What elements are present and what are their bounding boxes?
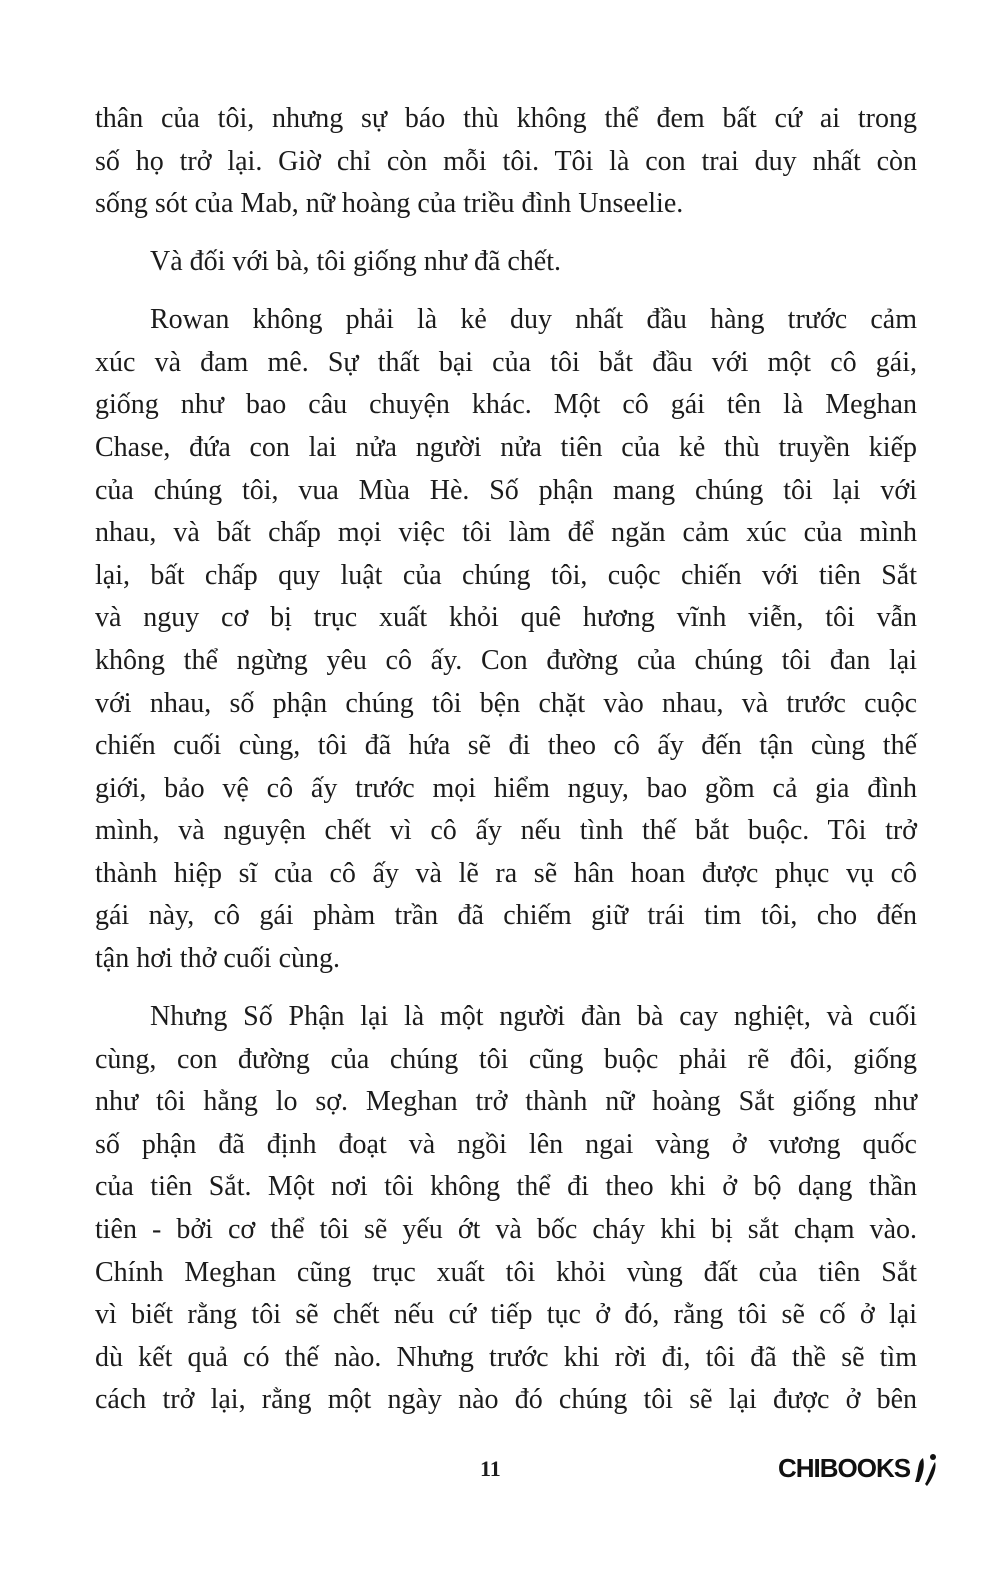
text-line: nhau, và bất chấp mọi việc tôi làm để ngăn cảm xúc của mình — [95, 517, 917, 549]
text-line: dù kết quả có thế nào. Nhưng trước khi rời đi, tôi đã thề sẽ tìm — [95, 1341, 917, 1373]
text-line: Chase, đứa con lai nửa người nửa tiên của kẻ thù truyền kiếp — [95, 431, 917, 463]
text-line: thành hiệp sĩ của cô ấy và lẽ ra sẽ hân hoan được phục vụ cô — [95, 857, 917, 889]
text-line: của tiên Sắt. Một nơi tôi không thể đi theo khi ở bộ dạng thần — [95, 1171, 917, 1203]
publisher-logo-text: CHIBOOKS — [778, 1452, 911, 1483]
text-line: Nhưng Số Phận lại là một người đàn bà cay nghiệt, và cuối — [150, 1001, 917, 1033]
text-line: gái này, cô gái phàm trần đã chiếm giữ trái tim tôi, cho đến — [95, 900, 917, 932]
text-line: như tôi hằng lo sợ. Meghan trở thành nữ hoàng Sắt giống như — [95, 1086, 917, 1118]
text-line: giới, bảo vệ cô ấy trước mọi hiểm nguy, bao gồm cả gia đình — [95, 772, 917, 804]
paragraph — [95, 98, 917, 226]
text-line: số họ trở lại. Giờ chỉ còn mỗi tôi. Tôi là con trai duy nhất còn — [95, 145, 917, 177]
text-line: cách trở lại, rằng một ngày nào đó chúng tôi sẽ lại được ở bên — [95, 1384, 917, 1416]
text-line: chiến cuối cùng, tôi đã hứa sẽ đi theo cô ấy đến tận cùng thế — [95, 730, 917, 762]
text-line: Rowan không phải là kẻ duy nhất đầu hàng trước cảm — [150, 304, 917, 336]
paragraph — [95, 996, 917, 1422]
publisher-logo — [778, 1452, 941, 1488]
page-body — [95, 98, 917, 1437]
paragraph — [95, 299, 917, 981]
text-line: lại, bất chấp quy luật của chúng tôi, cuộc chiến với tiên Sắt — [95, 559, 917, 591]
text-line: với nhau, số phận chúng tôi bện chặt vào nhau, và trước cuộc — [95, 687, 917, 719]
text-line: Và đối với bà, tôi giống như đã chết. — [150, 246, 562, 278]
publisher-logo-figure-icon — [911, 1452, 941, 1488]
text-line: số phận đã định đoạt và ngồi lên ngai vàng ở vương quốc — [95, 1128, 917, 1160]
text-line: không thể ngừng yêu cô ấy. Con đường của chúng tôi đan lại — [95, 644, 917, 676]
text-line: sống sót của Mab, nữ hoàng của triều đình Unseelie. — [95, 188, 684, 220]
text-line: xúc và đam mê. Sự thất bại của tôi bắt đầu với một cô gái, — [95, 346, 917, 378]
text-line: tiên - bởi cơ thể tôi sẽ yếu ớt và bốc cháy khi bị sắt chạm vào. — [95, 1214, 917, 1246]
text-line: vì biết rằng tôi sẽ chết nếu cứ tiếp tục ở đó, rằng tôi sẽ cố ở lại — [95, 1299, 917, 1331]
text-line: giống như bao câu chuyện khác. Một cô gái tên là Meghan — [95, 389, 917, 421]
text-line: cùng, con đường của chúng tôi cũng buộc phải rẽ đôi, giống — [95, 1043, 917, 1075]
text-line: Chính Meghan cũng trục xuất tôi khỏi vùng đất của tiên Sắt — [95, 1256, 917, 1288]
text-line: mình, và nguyện chết vì cô ấy nếu tình thế bắt buộc. Tôi trở — [95, 815, 917, 847]
text-line: và nguy cơ bị trục xuất khỏi quê hương vĩnh viễn, tôi vẫn — [95, 602, 917, 634]
text-line: tận hơi thở cuối cùng. — [95, 943, 341, 975]
text-line: của chúng tôi, vua Mùa Hè. Số phận mang chúng tôi lại với — [95, 474, 917, 506]
text-line: thân của tôi, nhưng sự báo thù không thể đem bất cứ ai trong — [95, 103, 917, 134]
page-number: 11 — [480, 1456, 501, 1481]
paragraph — [95, 241, 917, 284]
